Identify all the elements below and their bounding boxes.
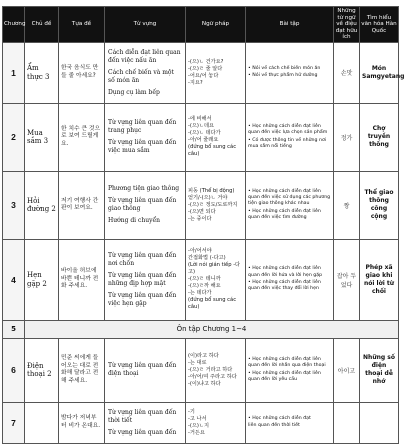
chapter-grammar-line: -아/어 줄래요 <box>188 137 219 143</box>
chapter-topic: Mua sắm 3 <box>25 103 59 171</box>
header-culture: Tìm hiểu văn hóa Hàn Quốc <box>360 7 399 43</box>
chapter-exercise <box>246 338 334 402</box>
header-grammar: Ngữ pháp <box>186 7 246 43</box>
chapter-grammar-line: -(으)ㄹ 테니까 <box>188 276 221 282</box>
chapter-vocab-line: Cách chế biến và một số món ăn <box>108 68 174 84</box>
review-row <box>3 320 399 338</box>
chapter-grammar-line: -(으)ㄴ 건가요? <box>188 58 224 65</box>
chapter-number: 1 <box>3 42 25 103</box>
chapter-culture: Phép xã giao khi nói lời từ chối <box>360 239 399 320</box>
chapter-vocab <box>105 103 186 171</box>
header-goal: Tựa đề <box>59 7 105 43</box>
table-row <box>3 42 399 103</box>
chapter-grammar-line: -고 나서 <box>188 415 207 422</box>
chapter-grammar <box>186 171 246 239</box>
chapter-grammar-line: (đứng bổ sung các câu) <box>188 144 237 157</box>
chapter-exercise <box>246 103 334 171</box>
chapter-grammar-line: -(이)냐고 하다 <box>188 380 221 387</box>
chapter-topic: Điện thoại 2 <box>25 338 59 402</box>
chapter-vocab <box>105 338 186 402</box>
chapter-grammar-line: -아/어/여 주라고 하다 <box>188 373 237 380</box>
chapter-grammar-line: -에 비해서 <box>188 116 212 122</box>
chapter-number: 3 <box>3 171 25 239</box>
chapter-keyword: 짱 <box>334 171 360 239</box>
header-exercise: Bài tập <box>246 7 334 43</box>
chapter-number: 6 <box>3 338 25 402</box>
table-row <box>3 171 399 239</box>
review-number: 5 <box>3 320 25 338</box>
chapter-vocab <box>105 171 186 239</box>
chapter-exercise-line: • Học những cách diễn đạt liên quan đến việc thay đổi lời hẹn <box>248 280 321 292</box>
chapter-topic <box>25 402 59 443</box>
chapter-exercise-line: liên quan đến thời tiết <box>248 423 300 428</box>
chapter-keyword: 잡아 두었다 <box>334 239 360 320</box>
chapter-vocab-line: Phương tiện giao thông <box>108 185 180 192</box>
chapter-exercise-line: • Học những cách diễn đạt liên quan đến lời yêu cầu <box>248 370 321 382</box>
chapter-goal: 밤다가 저녁부터 비가 온대요. <box>59 402 105 443</box>
chapter-grammar-line: -는 데다가 <box>188 290 212 296</box>
chapter-topic: Hỏi đường 2 <box>25 171 59 239</box>
chapter-culture: Món Samgyetang <box>360 42 399 103</box>
chapter-goal: 바이올 허브에 바쁜 테니까 전화 주세요. <box>59 239 105 320</box>
chapter-grammar-line: -(으)ㄹ까 해요 <box>188 283 221 289</box>
chapter-vocab <box>105 42 186 103</box>
review-label: Ôn tập Chương 1~4 <box>25 320 399 338</box>
chapter-grammar-line: -(으)ㄹ 줄 알다 <box>188 65 223 72</box>
chapter-culture: Chợ truyền thống <box>360 103 399 171</box>
table-row <box>3 103 399 171</box>
table-of-contents <box>2 6 404 444</box>
chapter-grammar-line: -지요? <box>188 79 203 86</box>
chapter-grammar <box>186 42 246 103</box>
chapter-number: 2 <box>3 103 25 171</box>
chapter-goal: 민준 씨에게 들어오는 대로 전화해 달라고 전해 주세요. <box>59 338 105 402</box>
chapter-vocab-line: Từ vựng liên quan đến nơi chốn <box>108 251 177 267</box>
chapter-goal: 한 치수 큰 것으로 보여 드릴게요. <box>59 103 105 171</box>
table-row <box>3 402 399 443</box>
chapter-grammar <box>186 338 246 402</box>
chapter-grammar-line: (Lời nói gián tiếp -다고) <box>188 262 241 275</box>
chapter-grammar-line: -(으)ㄹ 정도/도로까지 <box>188 201 238 208</box>
chapter-number: 7 <box>3 402 25 443</box>
chapter-grammar-line: 얻기/-(으)ㄴ 거야 <box>188 194 228 201</box>
chapter-keyword <box>334 402 360 443</box>
chapter-vocab-line: Hướng di chuyển <box>108 217 161 224</box>
header-keywords: Những từ ngữ về điệu đạt hữu ích <box>334 7 360 43</box>
chapter-exercise-line: • Có được thông tin về những nơi mua sắm nổi tiếng <box>248 137 327 149</box>
chapter-grammar-line: -(으)ㄹ 거라고 하다 <box>188 366 233 373</box>
chapter-vocab-line: Dụng cụ làm bếp <box>108 88 160 96</box>
chapter-grammar-line: -(으)면 되다 <box>188 208 216 215</box>
chapter-grammar-line: -(으)ㄴ지 <box>188 422 209 429</box>
chapter-vocab-line: Từ vựng liên quan đến thời tiết <box>108 408 177 424</box>
chapter-vocab <box>105 239 186 320</box>
chapter-grammar-line: -는 중이다 <box>188 215 212 222</box>
chapter-grammar-line: -아/어서야 <box>188 248 212 254</box>
chapter-grammar-line: (이)라고 하다 <box>188 352 219 359</box>
chapter-keyword: 손맛 <box>334 42 360 103</box>
chapter-vocab <box>105 402 186 443</box>
chapter-grammar-line: -기 <box>188 408 195 415</box>
chapter-exercise-line: • Học những cách diễn đạt liên quan đến việc lựa chọn sản phẩm <box>248 123 328 136</box>
chapter-grammar-line: -는 대로 <box>188 359 207 366</box>
chapter-grammar-line: -(으)ㄴ 데다가 <box>188 130 221 136</box>
table-row <box>3 338 399 402</box>
chapter-culture <box>360 402 399 443</box>
chapter-culture: Những số điện thoại dễ nhớ <box>360 338 399 402</box>
table-header-row <box>3 7 399 43</box>
chapter-keyword: 아이고 <box>334 338 360 402</box>
chapter-exercise-line: • Học những cách diễn đạt <box>248 415 311 421</box>
chapter-goal: 한국 음식도 만들 줄 아세요? <box>59 42 105 103</box>
chapter-grammar-line: -어요/어 놓다 <box>188 72 219 79</box>
chapter-exercise <box>246 239 334 320</box>
table-row <box>3 239 399 320</box>
chapter-grammar-line: -거든요 <box>188 429 205 436</box>
chapter-grammar <box>186 103 246 171</box>
chapter-grammar <box>186 239 246 320</box>
chapter-vocab-line: Từ vựng liên quan đến điện thoại <box>108 362 177 377</box>
chapter-exercise <box>246 171 334 239</box>
chapter-vocab-line: Từ vựng liên quan đến <box>108 428 177 436</box>
chapter-topic: Ẩm thực 3 <box>25 42 59 103</box>
chapter-number: 4 <box>3 239 25 320</box>
header-topic: Chủ đề <box>25 7 59 43</box>
chapter-exercise-line: • Nói về thực phẩm hữ dưỡng <box>248 73 318 78</box>
chapter-exercise-line: • Học những cách diễn đạt liên quan đến việc sử dụng các phương tiện giao thông khác nhau <box>248 188 331 207</box>
chapter-exercise-line: • Học những cách diễn đạt liên quan đến lời hứa và lời hẹn gặp <box>248 266 323 278</box>
chapter-vocab-line: Từ vựng liên quan đến trang phục <box>108 119 177 134</box>
chapter-topic: Hẹn gặp 2 <box>25 239 59 320</box>
chapter-vocab-line: Từ vựng liên quan đến giao thông <box>108 197 177 212</box>
chapter-grammar <box>186 402 246 443</box>
chapter-exercise <box>246 402 334 443</box>
chapter-grammar-line: 피동 (Thể bị động) <box>188 187 235 194</box>
chapter-exercise-line: • Học những cách diễn đạt liên quan đến việc tìm đường <box>248 208 321 220</box>
chapter-exercise-line: • Học những cách diễn đạt liên quan đến lời nhắn qua điện thoại <box>248 356 326 369</box>
header-chapter: Chương <box>3 7 25 43</box>
chapter-vocab-line: Từ vựng liên quan đến việc hẹn gặp <box>108 291 177 307</box>
chapter-grammar-line: 간접화법 (-다고) <box>188 255 226 261</box>
chapter-exercise <box>246 42 334 103</box>
chapter-culture: Thể giao thông công cộng <box>360 171 399 239</box>
chapter-vocab-line: Từ vựng liên quan đến những địp hợp mặt <box>108 271 177 287</box>
chapter-exercise-line: • Nói về cách chế biến món ăn <box>248 65 321 71</box>
chapter-keyword: 정가 <box>334 103 360 171</box>
chapter-vocab-line: Cách diễn đạt liên quan đến việc nấu ăn <box>108 48 181 64</box>
chapter-goal: 저기 여행사 간판이 보여요. <box>59 171 105 239</box>
chapter-vocab-line: Từ vựng liên quan đến việc mua sắm <box>108 139 177 154</box>
chapter-grammar-line: -(으)ㄴ데요 <box>188 123 214 129</box>
header-vocab: Từ vựng <box>105 7 186 43</box>
chapter-grammar-line: (đứng bổ sung các câu) <box>188 297 237 310</box>
